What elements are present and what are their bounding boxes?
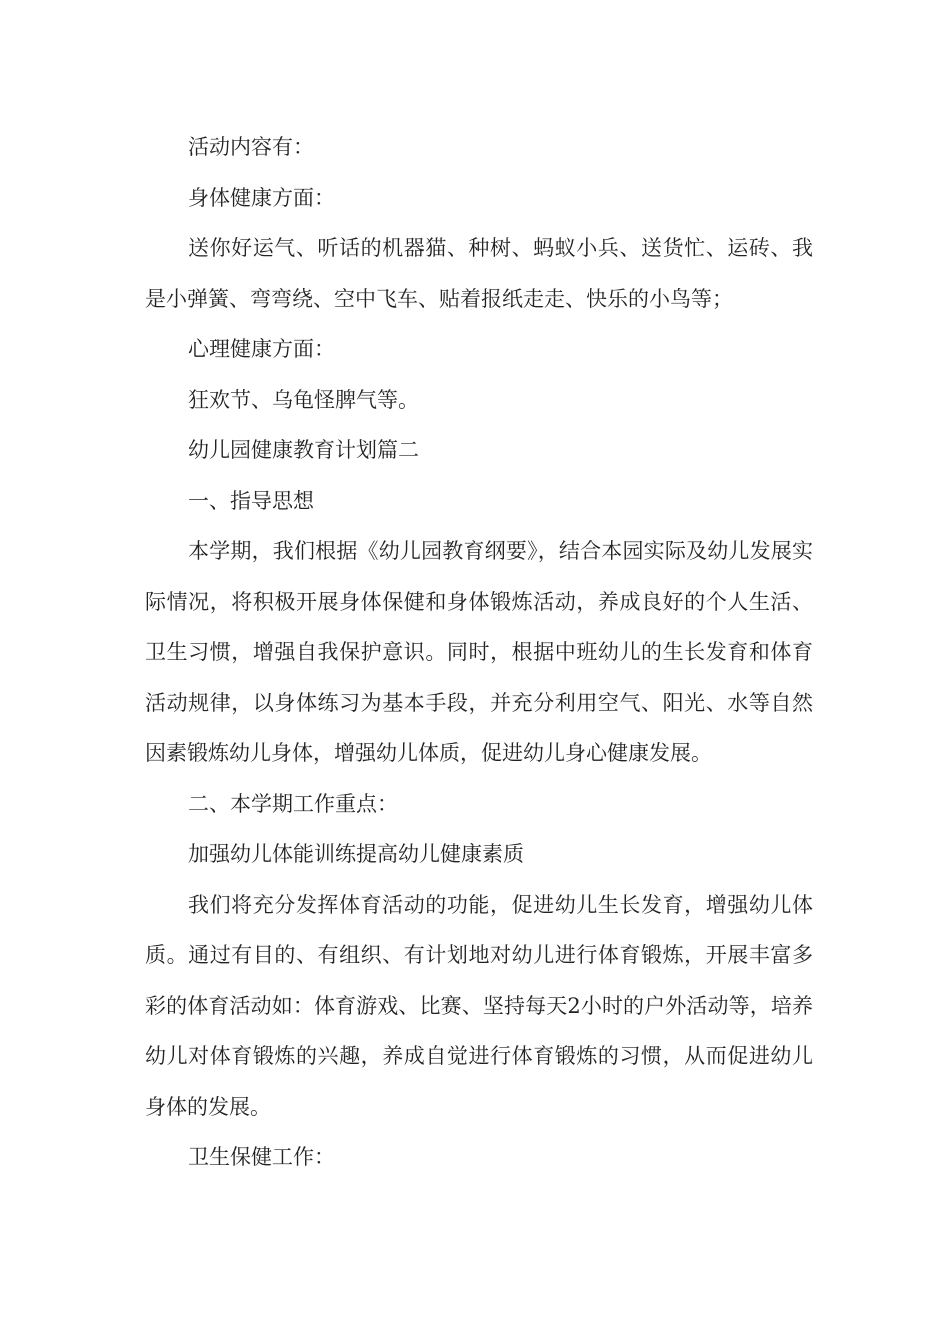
heading-guiding-ideology: 一、指导思想 bbox=[188, 488, 314, 513]
paragraph-activity-content: 活动内容有： bbox=[188, 135, 314, 159]
heading-fitness-training: 加强幼儿体能训练提高幼儿健康素质 bbox=[188, 842, 524, 866]
paragraph-mental-health-activities: 狂欢节、乌龟怪脾气等。 bbox=[188, 387, 419, 412]
paragraph-mental-health-heading: 心理健康方面： bbox=[188, 337, 335, 361]
paragraph-physical-health-heading: 身体健康方面： bbox=[188, 185, 335, 210]
section-title-plan-two: 幼儿园健康教育计划篇二 bbox=[188, 438, 419, 462]
heading-work-focus: 二、本学期工作重点： bbox=[188, 791, 398, 816]
document-body bbox=[145, 122, 813, 1183]
heading-hygiene-care: 卫生保健工作： bbox=[188, 1145, 335, 1169]
paragraph-guiding-ideology: 本学期，我们根据《幼儿园教育纲要》，结合本园实际及幼儿发展实际情况，将积极开展身体保健和身体锻炼活动，养成良好的个人生活、卫生习惯，增强自我保护意识。同时，根据中班幼儿的生长发育和体育活动规律，以身体练习为基本手段，并充分利用空气、阳光、水等自然因素锻炼幼儿身体，增强幼儿体质，促进幼儿身心健康发展。 bbox=[145, 539, 813, 765]
paragraph-fitness-training: 我们将充分发挥体育活动的功能，促进幼儿生长发育，增强幼儿体质。通过有目的、有组织、有计划地对幼儿进行体育锻炼，开展丰富多彩的体育活动如：体育游戏、比赛、坚持每天2小时的户外活动等，培养幼儿对体育锻炼的兴趣，养成自觉进行体育锻炼的习惯，从而促进幼儿身体的发展。 bbox=[145, 892, 813, 1119]
paragraph-physical-health-activities: 送你好运气、听话的机器猫、种树、蚂蚁小兵、送货忙、运砖、我是小弹簧、弯弯绕、空中飞车、贴着报纸走走、快乐的小鸟等； bbox=[145, 236, 813, 311]
